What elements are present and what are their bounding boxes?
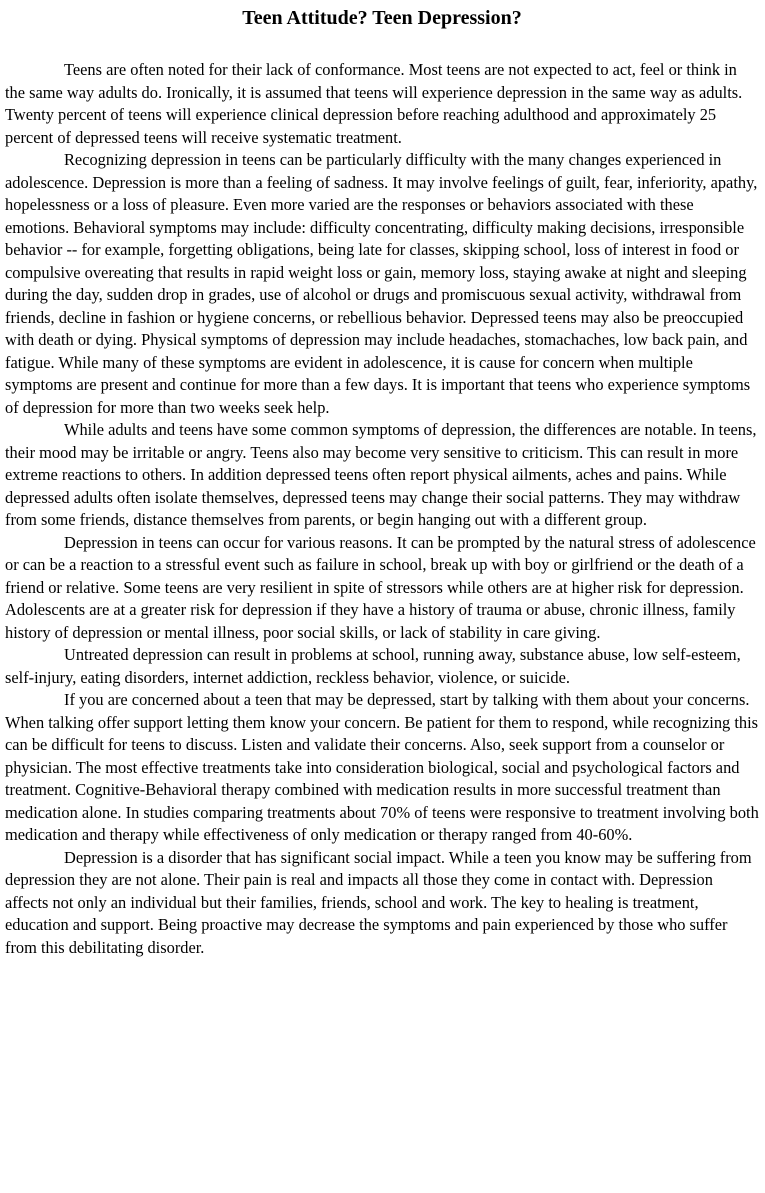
paragraph-untreated-depression: Untreated depression can result in problems at school, running away, substance abuse, low self-esteem, self-injury, eating disorders, internet addiction, reckless behavior, violence, or suicide.	[5, 645, 741, 687]
page-title: Teen Attitude? Teen Depression?	[242, 7, 522, 29]
paragraph-intro: Teens are often noted for their lack of conformance. Most teens are not expected to act, feel or think in the same way adults do. Ironically, it is assumed that teens will experience depression in the same way as adults. Twenty percent of teens will experience clinical depression before reaching adulthood and approximately 25 percent of depressed teens will receive systematic treatment.	[5, 60, 743, 147]
paragraph-social-impact: Depression is a disorder that has significant social impact. While a teen you know may be suffering from depression they are not alone. Their pain is real and impacts all those they come in contact with. Depression affects not only an individual but their families, friends, school and work. The key to healing is treatment, education and support. Being proactive may decrease the symptoms and pain experienced by those who suffer from this debilitating disorder.	[5, 847, 752, 957]
paragraph-seeking-help: If you are concerned about a teen that may be depressed, start by talking with them about your concerns. When talking offer support letting them know your concern. Be patient for them to respond, while recognizing this can be difficult for teens to discuss. Listen and validate their concerns. Also, seek support from a counselor or physician. The most effective treatments take into consideration biological, social and psychological factors and treatment. Cognitive-Behavioral therapy combined with medication results in more successful treatment than medication alone. In studies comparing treatments about 70% of teens were responsive to treatment involving both medication and therapy while effectiveness of only medication or therapy ranged from 40-60%.	[5, 690, 759, 844]
paragraph-causes: Depression in teens can occur for various reasons. It can be prompted by the natural stress of adolescence or can be a reaction to a stressful event such as failure in school, break up with boy or girlfriend or the death of a friend or relative. Some teens are very resilient in spite of stressors while others are at higher risk for depression. Adolescents are at a greater risk for depression if they have a history of trauma or abuse, chronic illness, family history of depression or mental illness, poor social skills, or lack of stability in care giving.	[5, 532, 756, 642]
paragraph-recognizing-depression: Recognizing depression in teens can be particularly difficulty with the many changes experienced in adolescence. Depression is more than a feeling of sadness. It may involve feelings of guilt, fear, inferiority, apathy, hopelessness or a loss of pleasure. Even more varied are the responses or behaviors associated with these emotions. Behavioral symptoms may include: difficulty concentrating, difficulty making decisions, irresponsible behavior -- for example, forgetting obligations, being late for classes, skipping school, loss of interest in food or compulsive overeating that results in rapid weight loss or gain, memory loss, staying awake at night and sleeping during the day, sudden drop in grades, use of alcohol or drugs and promiscuous sexual activity, withdrawal from friends, decline in fashion or hygiene concerns, or rebellious behavior. Depressed teens may also be preoccupied with death or dying. Physical symptoms of depression may include headaches, stomachaches, low back pain, and fatigue. While many of these symptoms are evident in adolescence, it is cause for concern when multiple symptoms are present and continue for more than a few days. It is important that teens who experience symptoms of depression for more than two weeks seek help.	[5, 150, 758, 417]
paragraph-adult-teen-differences: While adults and teens have some common symptoms of depression, the differences are notable. In teens, their mood may be irritable or angry. Teens also may become very sensitive to criticism. This can result in more extreme reactions to others. In addition depressed teens often report physical ailments, aches and pains. While depressed adults often isolate themselves, depressed teens may change their social patterns. They may withdraw from some friends, distance themselves from parents, or begin hanging out with a different group.	[5, 420, 757, 529]
